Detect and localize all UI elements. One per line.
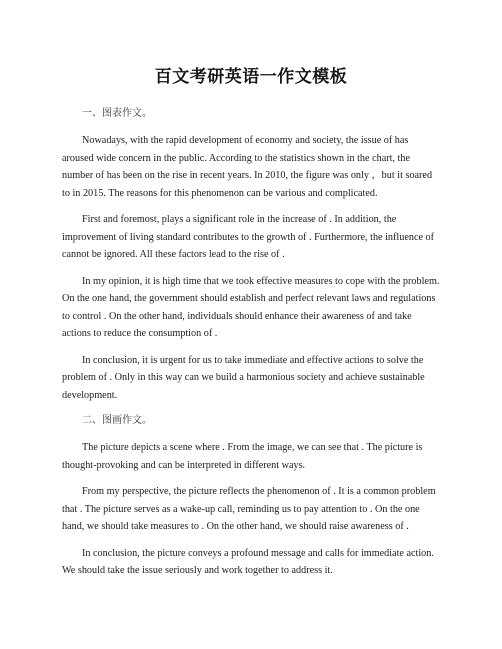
section-chart-essay [62,106,440,404]
paragraph: Nowadays, with the rapid development of economy and society, the issue of has aroused wide concern in the public. According to the statistics shown in the chart, the number of has been on the rise in recent years. In 2010, the figure was only ，but it soared to in 2015. The reasons for this phenomenon can be various and complicated. [62,135,433,199]
paragraph: The picture depicts a scene where . From the image, we can see that . The picture is thought-provoking and can be interpreted in different ways. [62,442,423,471]
section-heading: 二、图画作文。 [82,415,152,426]
paragraph: In conclusion, it is urgent for us to take immediate and effective actions to solve the problem of . Only in this way can we build a harmonious society and achieve sustainable development. [62,354,425,401]
paragraph: First and foremost, plays a significant role in the increase of . In addition, the improvement of living standard contributes to the growth of . Furthermore, the influence of cannot be ignored. All these factors lead to the rise of . [62,214,435,260]
section-heading: 一、图表作文。 [82,108,152,119]
section-picture-essay [62,413,440,580]
paragraph: From my perspective, the picture reflects the phenomenon of . It is a common problem that . The picture serves as a wake-up call, reminding us to pay attention to . On the one hand, we should take measures to . On the other hand, we should raise awareness of . [62,486,436,532]
document-title: 百文考研英语一作文模板 [154,67,348,87]
paragraph: In my opinion, it is high time that we took effective measures to cope with the problem. On the one hand, the government should establish and perfect relevant laws and regulations to control . On the other hand, individuals should enhance their awareness of and take actions to reduce the consumption of . [62,275,440,339]
paragraph: In conclusion, the picture conveys a profound message and calls for immediate action. We should take the issue seriously and work together to address it. [62,547,434,576]
